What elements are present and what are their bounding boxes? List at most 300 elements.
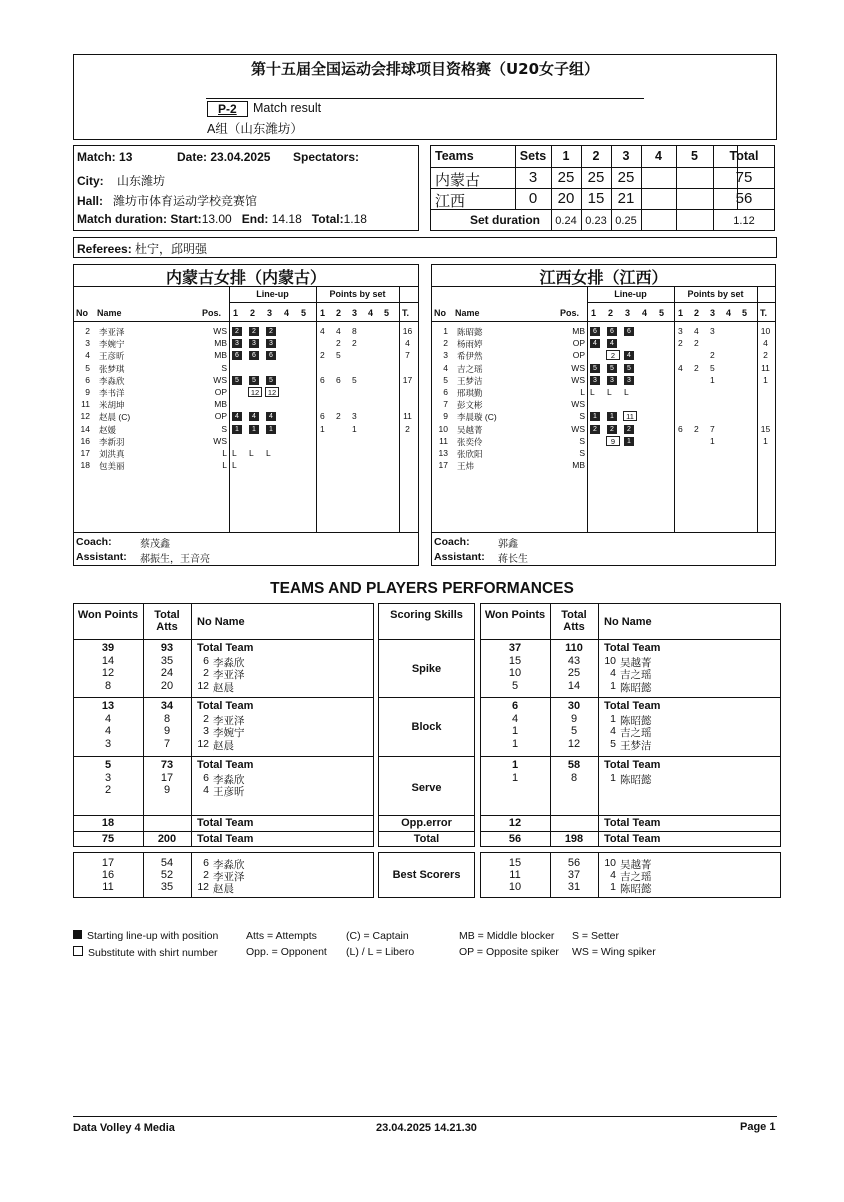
player-name: 赵晨 (C): [99, 412, 131, 423]
player-name: 李新羽: [99, 436, 125, 447]
perf-player-name: Total Team: [604, 642, 661, 654]
points-set-header: 5: [742, 308, 748, 318]
lineup-sub-marker: 12: [248, 387, 262, 397]
player-number: 7: [443, 399, 448, 410]
legend-ws: WS = Wing spiker: [572, 946, 656, 958]
perf-player-number: 4: [203, 784, 209, 796]
player-name: 吉之瑶: [457, 363, 483, 374]
perf-total-atts: 37: [567, 869, 581, 881]
lineup-sub-marker: 12: [265, 387, 279, 397]
perf-won-points: 3: [104, 771, 112, 784]
player-set-points: 7: [710, 423, 715, 434]
player-name: 赵媛: [99, 424, 117, 435]
player-set-points: 1: [710, 435, 715, 446]
perf-hline: [480, 756, 781, 757]
lineup-sub-marker: 9: [606, 436, 620, 446]
perf-player-name: Total Team: [197, 759, 254, 771]
lineup-start-marker: 1: [232, 425, 242, 434]
scoring-skills-header: Scoring Skills: [390, 609, 463, 621]
perf-player-name: 陈昭懿: [620, 773, 652, 786]
legend-starting: Starting line-up with position: [87, 930, 219, 942]
perf-hline: [378, 815, 475, 816]
won-points-header: Won Points: [484, 609, 546, 621]
perf-hline: [480, 815, 781, 816]
lineup-libero-marker: L: [266, 448, 271, 458]
lineup-set-header: 1: [233, 308, 239, 318]
perf-player-name: 李亚泽: [213, 669, 245, 681]
player-total-points: 4: [763, 338, 768, 349]
perf-won-points: 8: [104, 679, 112, 692]
lineup-set-header: 2: [250, 308, 256, 318]
perf-total-atts: 58: [567, 759, 581, 771]
perf-skill-label: Spike: [411, 663, 442, 675]
perf-total-points: 56: [508, 833, 522, 845]
player-number: 17: [80, 448, 90, 458]
player-position: L: [222, 448, 227, 458]
player-position: WS: [571, 362, 585, 373]
perf-player-name: 陈昭懿: [620, 883, 652, 895]
player-set-points: 4: [678, 362, 683, 373]
player-position: WS: [213, 374, 227, 385]
roster-hline: [73, 286, 419, 287]
group-label: A组（山东潍坊）: [207, 122, 303, 136]
player-total-points: 1: [763, 435, 768, 446]
lineup-start-marker: 5: [232, 376, 242, 385]
perf-total-atts: 9: [570, 712, 578, 725]
perf-total-atts: 43: [567, 654, 581, 667]
player-set-points: 5: [710, 362, 715, 373]
player-position: MB: [214, 338, 227, 349]
player-number: 4: [85, 350, 90, 361]
points-set-header: 3: [352, 308, 358, 318]
roster-hline: [587, 302, 776, 303]
score-header-cell: 4: [655, 149, 662, 163]
perf-won-points: 4: [511, 712, 519, 725]
assistant-name: 蒋长生: [498, 554, 528, 565]
perf-won-points: 37: [508, 642, 522, 654]
lineup-start-marker: 1: [249, 425, 259, 434]
lineup-start-marker: 2: [232, 327, 242, 336]
player-name: 王梦洁: [457, 375, 483, 386]
player-total-points: 11: [761, 362, 770, 373]
player-name: 李婉宁: [99, 339, 125, 350]
total-atts-header: Total Atts: [154, 609, 180, 633]
player-set-points: 3: [710, 326, 715, 336]
player-position: S: [579, 435, 585, 446]
lineup-start-marker: 3: [249, 339, 259, 348]
score-total-points: 56: [735, 190, 753, 207]
player-name: 张欣阳: [457, 449, 483, 459]
score-grid-vline: [676, 209, 677, 231]
lineup-start-marker: 1: [624, 437, 634, 446]
perf-vline: [598, 852, 599, 898]
score-header-cell: 3: [622, 149, 630, 163]
perf-won-points: 11: [509, 869, 521, 881]
player-position: WS: [571, 423, 585, 434]
lineup-start-marker: 1: [266, 425, 276, 434]
lineup-start-marker: 6: [232, 351, 242, 360]
lineup-set-header: 5: [301, 308, 307, 318]
perf-player-number: 4: [610, 869, 616, 881]
perf-total-atts: 25: [567, 667, 581, 679]
score-sets-won: 3: [528, 169, 538, 186]
player-position: S: [221, 362, 227, 373]
score-set-points: 25: [587, 169, 605, 186]
noname-header: No Name: [604, 616, 652, 628]
perf-total-team: Total Team: [197, 833, 254, 845]
name-header: Name: [455, 308, 480, 318]
player-set-points: 2: [678, 338, 683, 349]
roster-hline: [431, 532, 776, 533]
perf-player-number: 1: [610, 712, 616, 725]
player-number: 5: [443, 374, 448, 385]
player-total-points: 1: [763, 374, 768, 385]
player-total-points: 16: [402, 326, 413, 336]
legend-captain: (C) = Captain: [346, 930, 409, 942]
perf-player-name: Total Team: [197, 642, 254, 654]
perf-won-points: 4: [104, 712, 112, 725]
lineup-start-marker: 4: [266, 412, 276, 421]
player-total-points: 10: [760, 326, 771, 336]
perf-total-atts: 34: [160, 700, 174, 712]
hall-row: Hall: 潍坊市体育运动学校竞赛馆: [77, 194, 258, 208]
lineup-start-marker: 5: [624, 364, 634, 373]
perf-hline: [480, 697, 781, 698]
player-number: 11: [81, 399, 90, 410]
score-header-cell: Teams: [435, 149, 474, 163]
points-set-header: 2: [694, 308, 700, 318]
score-header-cell: 5: [691, 149, 698, 163]
player-position: OP: [572, 350, 585, 361]
player-set-points: 2: [710, 350, 715, 361]
perf-total-atts: 9: [163, 725, 171, 737]
player-position: OP: [214, 387, 227, 397]
lineup-start-marker: 2: [266, 327, 276, 336]
player-set-points: 1: [352, 423, 357, 434]
player-set-points: 2: [694, 362, 699, 373]
score-total-points: 75: [735, 169, 753, 186]
perf-player-number: 1: [610, 771, 616, 784]
player-name: 张梦琪: [99, 363, 125, 374]
set-duration-value: 0.23: [585, 215, 607, 227]
perf-player-name: 王梦洁: [620, 739, 652, 752]
player-set-points: 2: [352, 338, 357, 349]
lineup-set-header: 4: [284, 308, 290, 318]
player-number: 2: [85, 326, 90, 336]
player-number: 6: [443, 387, 448, 397]
player-name: 张奕伶: [457, 436, 483, 447]
perf-player-name: 陈昭懿: [620, 714, 652, 727]
player-name: 包美丽: [99, 461, 125, 472]
player-name: 李淼欣: [99, 375, 125, 386]
lineup-start-marker: 4: [249, 412, 259, 421]
perf-player-number: 6: [203, 857, 209, 869]
player-position: OP: [572, 338, 585, 349]
player-set-points: 5: [352, 374, 357, 385]
player-number: 16: [80, 435, 90, 446]
player-position: S: [221, 423, 227, 434]
roster-vline: [316, 286, 317, 532]
player-name: 李晨璇 (C): [457, 412, 497, 423]
lineup-start-marker: 5: [266, 376, 276, 385]
player-number: 13: [438, 448, 448, 458]
footer-center: 23.04.2025 14.21.30: [376, 1122, 477, 1134]
lineup-start-marker: 6: [590, 327, 600, 336]
perf-skill-label: Serve: [411, 782, 442, 794]
perf-player-number: 5: [610, 737, 616, 750]
perf-opp-error-points: 18: [101, 817, 115, 829]
pos-header: Pos.: [560, 308, 580, 318]
lineup-start-marker: 2: [590, 425, 600, 434]
perf-won-points: 11: [102, 881, 114, 893]
score-set-points: 25: [557, 169, 575, 186]
perf-player-number: 6: [203, 771, 209, 784]
score-sets-won: 0: [528, 190, 538, 207]
lineup-start-marker: 4: [232, 412, 242, 421]
perf-total-atts: 14: [567, 679, 581, 692]
lineup-start-marker: 5: [249, 376, 259, 385]
set-duration-value: 0.24: [555, 215, 577, 227]
player-set-points: 6: [678, 423, 683, 434]
perf-won-points: 15: [508, 857, 522, 869]
coach-name: 郭鑫: [498, 539, 518, 550]
lineup-start-marker: 2: [624, 425, 634, 434]
score-set-points: 25: [617, 169, 635, 186]
legend-s: S = Setter: [572, 930, 619, 942]
won-points-header: Won Points: [77, 609, 139, 621]
legend: [73, 930, 773, 962]
perf-total-atts: 8: [570, 771, 578, 784]
lineup-start-marker: 6: [249, 351, 259, 360]
score-grid-vline: [551, 209, 552, 231]
player-set-points: 4: [320, 326, 325, 336]
perf-won-points: 10: [508, 667, 522, 679]
player-position: MB: [572, 460, 585, 471]
perf-hline: [73, 815, 374, 816]
player-set-points: 1: [710, 374, 715, 385]
perf-won-points: 14: [101, 654, 115, 667]
lineup-start-marker: 3: [590, 376, 600, 385]
player-set-points: 1: [320, 423, 325, 434]
roster-hline: [73, 321, 419, 322]
roster-hline: [73, 532, 419, 533]
perf-opp-error-label: Opp.error: [401, 817, 452, 829]
player-number: 10: [438, 423, 448, 434]
performance-title: TEAMS AND PLAYERS PERFORMANCES: [270, 580, 574, 597]
perf-hline: [378, 756, 475, 757]
perf-player-number: 4: [610, 725, 616, 737]
footer-right: Page 1: [740, 1121, 776, 1133]
perf-player-number: 1: [610, 679, 616, 692]
city-row: City: 山东潍坊: [77, 174, 166, 188]
perf-won-points: 6: [511, 700, 519, 712]
perf-player-number: 3: [203, 725, 209, 737]
perf-player-name: 吉之瑶: [620, 727, 652, 739]
noname-header: No Name: [197, 616, 245, 628]
perf-hline: [480, 831, 781, 832]
roster-vline: [399, 286, 400, 532]
perf-won-points: 3: [104, 737, 112, 750]
lineup-set-header: 3: [267, 308, 273, 318]
perf-total-atts: 12: [567, 737, 581, 750]
lineup-libero-marker: L: [624, 387, 629, 397]
perf-player-number: 12: [197, 679, 209, 692]
perf-player-number: 2: [203, 667, 209, 679]
player-number: 9: [443, 411, 448, 422]
score-set-points: 15: [587, 190, 605, 207]
perf-hline: [73, 697, 374, 698]
perf-won-points: 5: [104, 759, 112, 771]
lineup-start-marker: 4: [624, 351, 634, 360]
lineup-start-marker: 4: [590, 339, 600, 348]
points-set-header: 4: [726, 308, 732, 318]
points-header: Points by set: [687, 289, 744, 299]
perf-total-atts: 110: [565, 642, 583, 654]
lineup-start-marker: 1: [607, 412, 617, 421]
perf-player-number: 2: [203, 712, 209, 725]
perf-total-atts: 198: [564, 833, 584, 845]
lineup-start-marker: 1: [590, 412, 600, 421]
player-total-points: 7: [405, 350, 410, 361]
t-header: T.: [402, 308, 410, 318]
roster-vline: [757, 286, 758, 532]
perf-player-number: 2: [203, 869, 209, 881]
perf-hline: [378, 697, 475, 698]
lineup-header: Line-up: [256, 289, 289, 299]
perf-player-number: 12: [197, 881, 209, 893]
perf-player-name: 赵晨: [213, 883, 234, 895]
assistant-name: 郝振生，王音亮: [140, 554, 210, 565]
score-header-cell: Total: [729, 149, 759, 163]
match-no-row: Match: 13: [77, 150, 133, 164]
match-date: Date: 23.04.2025: [177, 150, 271, 164]
score-grid-vline: [581, 209, 582, 231]
lineup-sub-marker: 2: [606, 350, 620, 360]
perf-hline: [378, 831, 475, 832]
lineup-start-marker: 3: [607, 376, 617, 385]
player-set-points: 2: [694, 423, 699, 434]
roster-vline: [674, 286, 675, 532]
player-total-points: 11: [403, 411, 412, 422]
player-number: 12: [80, 411, 90, 422]
perf-player-name: 赵晨: [213, 739, 234, 752]
lineup-start-marker: 3: [266, 339, 276, 348]
perf-player-name: 李亚泽: [213, 871, 245, 883]
perf-total-atts: 9: [163, 784, 171, 796]
roster-team-title: 江西女排（江西）: [539, 268, 668, 287]
score-grid-hline: [430, 167, 775, 168]
perf-hline: [480, 639, 781, 640]
score-team-name: 江西: [435, 193, 466, 210]
perf-won-points: 16: [101, 869, 115, 881]
player-name: 希伊然: [457, 351, 483, 362]
perf-player-name: 吉之瑶: [620, 871, 652, 883]
player-number: 14: [80, 423, 90, 434]
points-set-header: 2: [336, 308, 342, 318]
perf-skill-label: Block: [411, 721, 442, 733]
player-name: 李书洋: [99, 388, 125, 398]
perf-player-name: 赵晨: [213, 681, 234, 694]
player-set-points: 4: [336, 326, 341, 336]
perf-hline: [73, 831, 374, 832]
report-name: Match result: [253, 101, 322, 115]
score-set-points: 20: [557, 190, 575, 207]
player-number: 5: [85, 362, 90, 373]
perf-player-name: 李淼欣: [213, 859, 245, 871]
perf-player-name: 李婉宁: [213, 727, 245, 739]
lineup-start-marker: 5: [590, 364, 600, 373]
page-title: 第十五届全国运动会排球项目资格赛（U20女子组）: [250, 60, 600, 78]
lineup-set-header: 3: [625, 308, 631, 318]
perf-won-points: 39: [101, 642, 115, 654]
legend-sub: Substitute with shirt number: [88, 947, 218, 959]
set-duration-label: Set duration: [470, 213, 541, 227]
assistant-label: Assistant:: [76, 551, 127, 563]
player-name: 邢琪勤: [457, 388, 483, 398]
legend-op: OP = Opposite spiker: [459, 946, 559, 958]
player-position: OP: [214, 411, 227, 422]
perf-vline: [191, 852, 192, 898]
perf-hline: [73, 756, 374, 757]
perf-total-atts: 35: [160, 881, 174, 893]
score-header-cell: Sets: [519, 149, 547, 163]
footer-left: Data Volley 4 Media: [73, 1122, 175, 1134]
lineup-start-marker: 4: [607, 339, 617, 348]
perf-won-points: 1: [511, 771, 519, 784]
score-grid-vline: [641, 209, 642, 231]
perf-won-points: 15: [508, 654, 522, 667]
perf-player-name: 李淼欣: [213, 773, 245, 786]
perf-total-atts: 30: [567, 700, 581, 712]
score-grid-hline: [430, 188, 775, 189]
name-header: Name: [97, 308, 122, 318]
lineup-start-marker: 5: [607, 364, 617, 373]
lineup-header: Line-up: [614, 289, 647, 299]
lineup-libero-marker: L: [232, 448, 237, 458]
lineup-set-header: 1: [591, 308, 597, 318]
legend-atts: Atts = Attempts: [246, 930, 317, 942]
player-set-points: 2: [336, 338, 341, 349]
score-set-points: 21: [617, 190, 635, 207]
lineup-libero-marker: L: [607, 387, 612, 397]
perf-player-name: Total Team: [604, 700, 661, 712]
perf-total-atts: 17: [160, 771, 174, 784]
perf-won-points: 5: [511, 679, 519, 692]
perf-total-atts: 52: [160, 869, 174, 881]
perf-player-name: 陈昭懿: [620, 681, 652, 694]
score-grid-vline: [611, 209, 612, 231]
player-name: 王彦昕: [99, 351, 125, 362]
perf-player-name: Total Team: [604, 759, 661, 771]
set-duration-value: 0.25: [615, 215, 637, 227]
player-name: 彭文彬: [457, 400, 483, 411]
coach-label: Coach:: [434, 536, 470, 548]
spectators-label: Spectators:: [293, 150, 360, 164]
perf-player-number: 10: [604, 654, 616, 667]
player-set-points: 3: [352, 411, 357, 422]
perf-won-points: 12: [101, 667, 115, 679]
perf-total-atts: 54: [160, 857, 174, 869]
perf-player-number: 4: [610, 667, 616, 679]
perf-won-points: 1: [511, 759, 519, 771]
player-name: 杨雨婷: [457, 339, 483, 350]
perf-won-points: 1: [511, 725, 519, 737]
perf-player-number: 1: [610, 881, 616, 893]
perf-player-number: 12: [197, 737, 209, 750]
player-name: 王炜: [457, 461, 475, 472]
perf-player-name: Total Team: [197, 700, 254, 712]
perf-total-atts: 31: [567, 881, 581, 893]
